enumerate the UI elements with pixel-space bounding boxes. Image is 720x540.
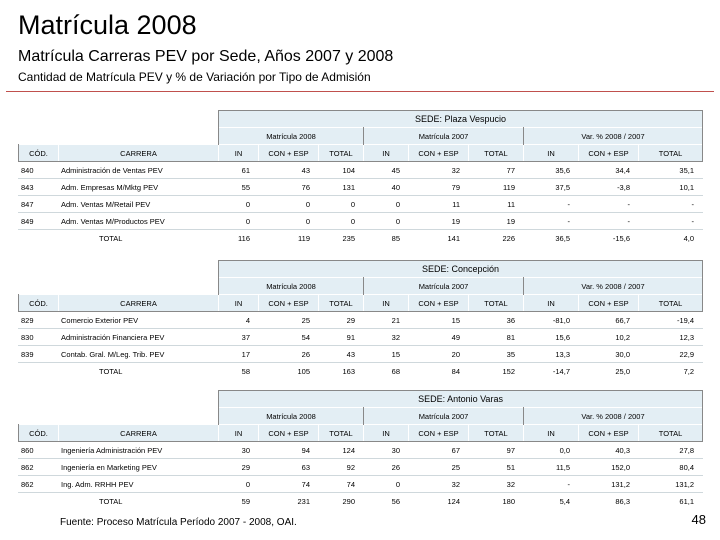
source-footnote: Fuente: Proceso Matrícula Período 2007 - 2008, OAI. — [60, 517, 297, 528]
career-cell: Ingeniería Administración PEV — [59, 442, 219, 459]
total-value: 61,1 — [679, 496, 695, 506]
column-header-in: IN — [524, 295, 579, 312]
value-cell: 97 — [469, 442, 524, 459]
value-cell: 0 — [364, 476, 409, 493]
total-value: 68 — [391, 366, 400, 376]
value-cell: 0 — [259, 213, 319, 230]
total-row — [19, 493, 703, 510]
column-header-con-esp: CON + ESP — [579, 425, 639, 442]
career-cell: Ingeniería en Marketing PEV — [59, 459, 219, 476]
value-cell: -3,8 — [579, 179, 639, 196]
page-subtitle: Matrícula Carreras PEV por Sede, Años 2007 y 2008 — [18, 48, 394, 65]
career-cell: Contab. Gral. M/Leg. Trib. PEV — [59, 346, 219, 363]
code-cell: 840 — [19, 162, 59, 179]
value-cell: 26 — [259, 346, 319, 363]
sede-name: SEDE: Plaza Vespucio — [219, 111, 703, 128]
value-cell: 131,2 — [579, 476, 639, 493]
value-cell: 35 — [469, 346, 524, 363]
sede-table-1 — [18, 110, 702, 247]
value-cell: 17 — [219, 346, 259, 363]
sede-table-2 — [18, 260, 702, 380]
column-header-con-esp: CON + ESP — [259, 425, 319, 442]
total-value: 85 — [391, 233, 400, 243]
table-row — [19, 196, 703, 213]
value-cell: - — [524, 213, 579, 230]
value-cell: 21 — [364, 312, 409, 329]
career-cell: Comercio Exterior PEV — [59, 312, 219, 329]
value-cell: 74 — [319, 476, 364, 493]
value-cell: - — [639, 196, 703, 213]
value-cell: 49 — [409, 329, 469, 346]
value-cell: 0 — [364, 213, 409, 230]
group-2007-header: Matrícula 2007 — [364, 408, 524, 425]
value-cell: 74 — [259, 476, 319, 493]
value-cell: 27,8 — [639, 442, 703, 459]
value-cell: 119 — [469, 179, 524, 196]
total-value: 231 — [297, 496, 310, 506]
code-cell: 860 — [19, 442, 59, 459]
column-header-in: IN — [524, 425, 579, 442]
table-row — [19, 162, 703, 179]
total-value: 7,2 — [683, 366, 695, 376]
value-cell: -19,4 — [639, 312, 703, 329]
column-header-con-esp: CON + ESP — [259, 145, 319, 162]
total-value: 5,4 — [559, 496, 570, 506]
value-cell: 61 — [219, 162, 259, 179]
group-2008-header: Matrícula 2008 — [219, 408, 364, 425]
value-cell: 76 — [259, 179, 319, 196]
value-cell: 80,4 — [639, 459, 703, 476]
total-value: 84 — [451, 366, 460, 376]
value-cell: 131 — [319, 179, 364, 196]
table-row — [19, 213, 703, 230]
total-label: TOTAL — [99, 233, 123, 243]
total-value: 226 — [502, 233, 515, 243]
value-cell: 32 — [409, 162, 469, 179]
total-value: 119 — [298, 233, 310, 243]
total-row — [19, 230, 703, 247]
value-cell: 20 — [409, 346, 469, 363]
value-cell: 43 — [319, 346, 364, 363]
value-cell: 55 — [219, 179, 259, 196]
value-cell: 29 — [319, 312, 364, 329]
blank-cell — [19, 493, 59, 510]
value-cell: 77 — [469, 162, 524, 179]
value-cell: 37 — [219, 329, 259, 346]
column-header-carrera: CARRERA — [59, 295, 219, 312]
value-cell: - — [524, 196, 579, 213]
code-cell: 847 — [19, 196, 59, 213]
group-var-header: Var. % 2008 / 2007 — [524, 408, 703, 425]
value-cell: 45 — [364, 162, 409, 179]
table-row — [19, 476, 703, 493]
column-header-total: TOTAL — [639, 145, 703, 162]
table-row — [19, 329, 703, 346]
value-cell: 32 — [364, 329, 409, 346]
total-value: 25,0 — [615, 366, 630, 376]
total-value: 58 — [241, 366, 250, 376]
table-row — [19, 312, 703, 329]
group-var-header: Var. % 2008 / 2007 — [524, 278, 703, 295]
value-cell: 0 — [319, 196, 364, 213]
total-value: 116 — [238, 233, 250, 243]
total-value: 235 — [342, 233, 355, 243]
value-cell: 13,3 — [524, 346, 579, 363]
value-cell: 30,0 — [579, 346, 639, 363]
table-row — [19, 442, 703, 459]
total-value: -15,6 — [612, 233, 630, 243]
career-cell: Administración de Ventas PEV — [59, 162, 219, 179]
value-cell: 0 — [259, 196, 319, 213]
title-divider — [6, 91, 714, 92]
value-cell: 11 — [469, 196, 524, 213]
value-cell: 0 — [319, 213, 364, 230]
sede-name: SEDE: Concepción — [219, 261, 703, 278]
column-header-in: IN — [219, 425, 259, 442]
value-cell: - — [579, 196, 639, 213]
value-cell: 0 — [219, 213, 259, 230]
column-header-in: IN — [219, 295, 259, 312]
total-value: 4,0 — [683, 233, 695, 243]
value-cell: - — [639, 213, 703, 230]
column-header-in: IN — [524, 145, 579, 162]
value-cell: 34,4 — [579, 162, 639, 179]
column-header-con-esp: CON + ESP — [409, 425, 469, 442]
blank-cell — [19, 261, 219, 278]
total-value: 180 — [502, 496, 515, 506]
value-cell: 131,2 — [639, 476, 703, 493]
code-cell: 862 — [19, 476, 59, 493]
career-cell: Adm. Ventas M/Productos PEV — [59, 213, 219, 230]
column-header-cod: CÓD. — [19, 425, 59, 442]
column-header-total: TOTAL — [319, 145, 364, 162]
value-cell: - — [579, 213, 639, 230]
value-cell: 32 — [409, 476, 469, 493]
column-header-cod: CÓD. — [19, 145, 59, 162]
value-cell: 12,3 — [639, 329, 703, 346]
value-cell: 30 — [219, 442, 259, 459]
value-cell: 152,0 — [579, 459, 639, 476]
total-value: 141 — [447, 233, 460, 243]
value-cell: 124 — [319, 442, 364, 459]
total-label: TOTAL — [99, 496, 123, 506]
column-header-con-esp: CON + ESP — [409, 145, 469, 162]
total-value: 105 — [297, 366, 310, 376]
value-cell: 43 — [259, 162, 319, 179]
value-cell: 10,1 — [639, 179, 703, 196]
value-cell: 4 — [219, 312, 259, 329]
total-row — [19, 363, 703, 380]
value-cell: 11,5 — [524, 459, 579, 476]
value-cell: 94 — [259, 442, 319, 459]
column-header-in: IN — [364, 425, 409, 442]
value-cell: 66,7 — [579, 312, 639, 329]
column-header-total: TOTAL — [469, 295, 524, 312]
page-title: Matrícula 2008 — [18, 10, 197, 40]
total-value: 152 — [502, 366, 515, 376]
total-value: 86,3 — [615, 496, 630, 506]
column-header-total: TOTAL — [469, 425, 524, 442]
code-cell: 830 — [19, 329, 59, 346]
table-row — [19, 179, 703, 196]
code-cell: 829 — [19, 312, 59, 329]
value-cell: -81,0 — [524, 312, 579, 329]
total-value: 56 — [391, 496, 400, 506]
total-value: 124 — [447, 496, 460, 506]
value-cell: 79 — [409, 179, 469, 196]
blank-cell — [19, 278, 219, 295]
value-cell: - — [524, 476, 579, 493]
column-header-total: TOTAL — [319, 295, 364, 312]
value-cell: 29 — [219, 459, 259, 476]
value-cell: 51 — [469, 459, 524, 476]
value-cell: 0 — [219, 196, 259, 213]
blank-cell — [19, 111, 219, 128]
total-value: -14,7 — [552, 366, 570, 376]
value-cell: 67 — [409, 442, 469, 459]
value-cell: 25 — [259, 312, 319, 329]
total-value: 59 — [241, 496, 250, 506]
code-cell: 862 — [19, 459, 59, 476]
total-value: 290 — [342, 496, 355, 506]
value-cell: 36 — [469, 312, 524, 329]
page-caption: Cantidad de Matrícula PEV y % de Variación por Tipo de Admisión — [18, 70, 371, 84]
value-cell: 15 — [409, 312, 469, 329]
group-2008-header: Matrícula 2008 — [219, 128, 364, 145]
value-cell: 32 — [469, 476, 524, 493]
column-header-con-esp: CON + ESP — [579, 295, 639, 312]
value-cell: 30 — [364, 442, 409, 459]
career-cell: Administración Financiera PEV — [59, 329, 219, 346]
blank-cell — [19, 230, 59, 247]
sede-name: SEDE: Antonio Varas — [219, 391, 703, 408]
column-header-carrera: CARRERA — [59, 425, 219, 442]
career-cell: Adm. Ventas M/Retail PEV — [59, 196, 219, 213]
blank-cell — [19, 363, 59, 380]
value-cell: 91 — [319, 329, 364, 346]
value-cell: 11 — [409, 196, 469, 213]
value-cell: 26 — [364, 459, 409, 476]
career-cell: Ing. Adm. RRHH PEV — [59, 476, 219, 493]
value-cell: 19 — [469, 213, 524, 230]
value-cell: 104 — [319, 162, 364, 179]
group-2007-header: Matrícula 2007 — [364, 278, 524, 295]
value-cell: 81 — [469, 329, 524, 346]
column-header-in: IN — [219, 145, 259, 162]
code-cell: 843 — [19, 179, 59, 196]
blank-cell — [19, 408, 219, 425]
column-header-con-esp: CON + ESP — [579, 145, 639, 162]
group-var-header: Var. % 2008 / 2007 — [524, 128, 703, 145]
value-cell: 40 — [364, 179, 409, 196]
column-header-total: TOTAL — [639, 425, 703, 442]
column-header-total: TOTAL — [319, 425, 364, 442]
value-cell: 25 — [409, 459, 469, 476]
column-header-con-esp: CON + ESP — [409, 295, 469, 312]
page-number: 48 — [691, 512, 706, 527]
column-header-carrera: CARRERA — [59, 145, 219, 162]
career-cell: Adm. Empresas M/Mktg PEV — [59, 179, 219, 196]
value-cell: 15 — [364, 346, 409, 363]
code-cell: 839 — [19, 346, 59, 363]
value-cell: 92 — [319, 459, 364, 476]
value-cell: 35,1 — [639, 162, 703, 179]
blank-cell — [19, 391, 219, 408]
value-cell: 0 — [364, 196, 409, 213]
blank-cell — [19, 128, 219, 145]
column-header-con-esp: CON + ESP — [259, 295, 319, 312]
value-cell: 10,2 — [579, 329, 639, 346]
value-cell: 15,6 — [524, 329, 579, 346]
value-cell: 0,0 — [524, 442, 579, 459]
total-value: 36,5 — [555, 233, 570, 243]
value-cell: 37,5 — [524, 179, 579, 196]
column-header-total: TOTAL — [639, 295, 703, 312]
column-header-in: IN — [364, 295, 409, 312]
value-cell: 63 — [259, 459, 319, 476]
value-cell: 0 — [219, 476, 259, 493]
value-cell: 40,3 — [579, 442, 639, 459]
value-cell: 22,9 — [639, 346, 703, 363]
value-cell: 54 — [259, 329, 319, 346]
value-cell: 19 — [409, 213, 469, 230]
column-header-in: IN — [364, 145, 409, 162]
column-header-cod: CÓD. — [19, 295, 59, 312]
group-2007-header: Matrícula 2007 — [364, 128, 524, 145]
total-label: TOTAL — [99, 366, 123, 376]
column-header-total: TOTAL — [469, 145, 524, 162]
group-2008-header: Matrícula 2008 — [219, 278, 364, 295]
table-row — [19, 346, 703, 363]
code-cell: 849 — [19, 213, 59, 230]
sede-table-3 — [18, 390, 702, 510]
total-value: 163 — [342, 366, 355, 376]
table-row — [19, 459, 703, 476]
value-cell: 35,6 — [524, 162, 579, 179]
